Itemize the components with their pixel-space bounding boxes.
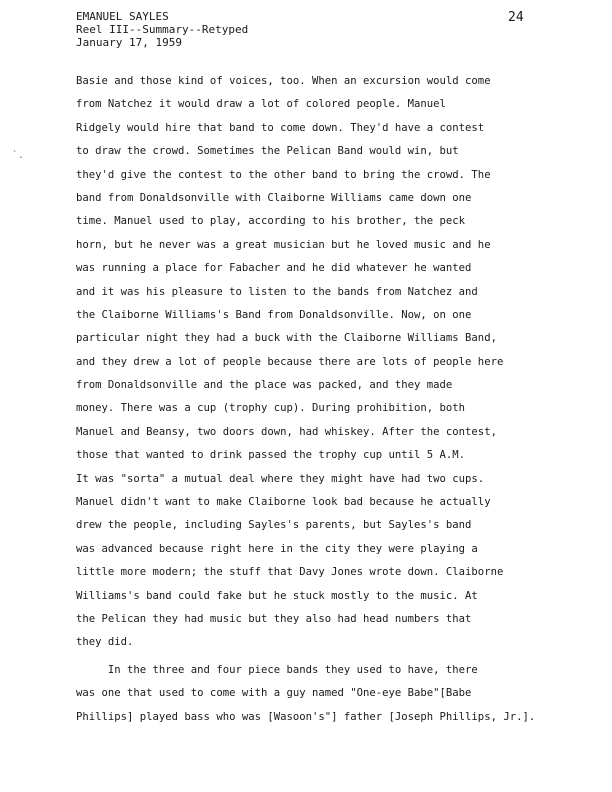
text-line: those that wanted to drink passed the trophy cup until 5 A.M. <box>76 449 466 462</box>
text-line: the Pelican they had music but they also had head numbers that <box>76 612 472 625</box>
text-line: and they drew a lot of people because there are lots of people here <box>76 355 504 368</box>
text-line: to draw the crowd. Sometimes the Pelican Band would win, but <box>76 145 459 158</box>
text-line: they'd give the contest to the other band to bring the crowd. The <box>76 168 491 181</box>
page-number: 24 <box>508 10 524 25</box>
text-line: and it was his pleasure to listen to the bands from Natchez and <box>76 285 478 298</box>
header-date: January 17, 1959 <box>76 36 182 49</box>
header-reel: Reel III--Summary--Retyped <box>76 23 249 36</box>
text-line: money. There was a cup (trophy cup). During prohibition, both <box>76 402 466 415</box>
text-line: they did. <box>76 636 134 649</box>
text-line: It was "sorta" a mutual deal where they might have had two cups. <box>76 472 485 485</box>
margin-mark: `. <box>12 150 25 161</box>
text-line: time. Manuel used to play, according to his brother, the peck <box>76 215 466 228</box>
document-header <box>76 10 248 49</box>
text-line: was advanced because right here in the city they were playing a <box>76 542 478 555</box>
text-line: was running a place for Fabacher and he did whatever he wanted <box>76 262 472 275</box>
text-line: from Donaldsonville and the place was packed, and they made <box>76 379 453 392</box>
text-line: In the three and four piece bands they used to have, there <box>76 663 478 676</box>
text-line: Basie and those kind of voices, too. When an excursion would come <box>76 75 491 87</box>
text-line: horn, but he never was a great musician but he loved music and he <box>76 238 491 251</box>
text-line: Manuel didn't want to make Claiborne look bad because he actually <box>76 496 491 509</box>
text-line: particular night they had a buck with the Claiborne Williams Band, <box>76 332 497 345</box>
text-line: from Natchez it would draw a lot of colored people. Manuel <box>76 98 446 111</box>
body-text <box>76 70 606 729</box>
text-line: the Claiborne Williams's Band from Donaldsonville. Now, on one <box>76 308 472 321</box>
text-line: band from Donaldsonville with Claiborne Williams came down one <box>76 191 472 204</box>
text-line: Williams's band could fake but he stuck mostly to the music. At <box>76 589 478 602</box>
header-name: EMANUEL SAYLES <box>76 10 169 23</box>
text-line: was one that used to come with a guy named "One-eye Babe"[Babe <box>76 687 472 700</box>
text-line: drew the people, including Sayles's parents, but Sayles's band <box>76 519 472 532</box>
text-line: Ridgely would hire that band to come down. They'd have a contest <box>76 121 485 134</box>
text-line: Manuel and Beansy, two doors down, had whiskey. After the contest, <box>76 425 497 438</box>
text-line: little more modern; the stuff that Davy Jones wrote down. Claiborne <box>76 566 504 579</box>
text-line: Phillips] played bass who was [Wasoon's"] father [Joseph Phillips, Jr.]. <box>76 710 536 723</box>
